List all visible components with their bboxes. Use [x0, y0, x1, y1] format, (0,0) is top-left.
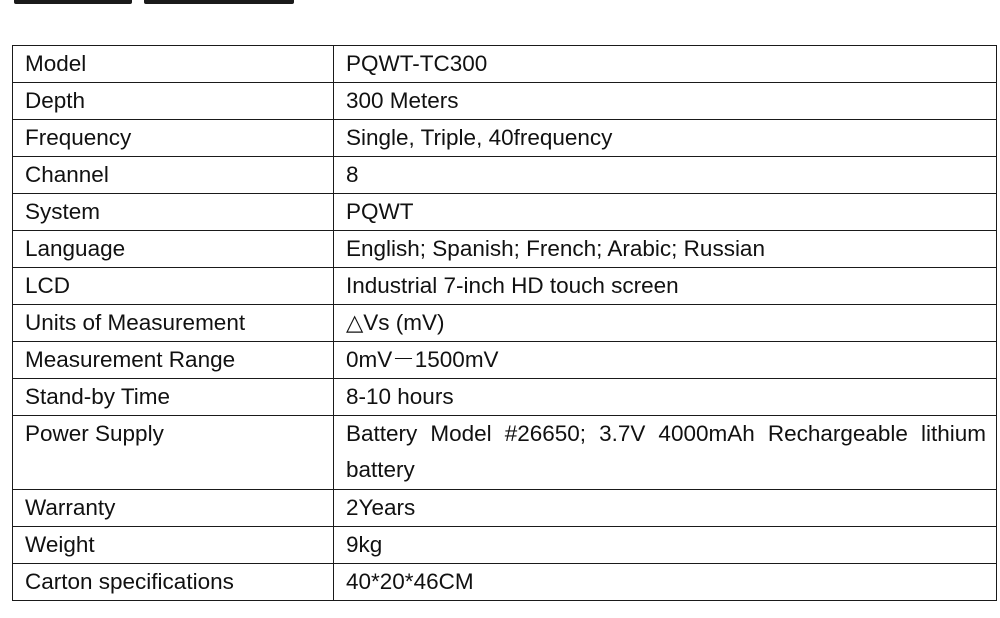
table-row — [13, 46, 997, 83]
spec-label: Weight — [13, 527, 334, 564]
spec-label: Model — [13, 46, 334, 83]
spec-value: 8-10 hours — [334, 379, 997, 416]
spec-value: 300 Meters — [334, 83, 997, 120]
table-row — [13, 305, 997, 342]
table-row — [13, 83, 997, 120]
clipped-section-heading — [14, 0, 314, 8]
table-row — [13, 564, 997, 601]
spec-value: Single, Triple, 40frequency — [334, 120, 997, 157]
spec-label: Warranty — [13, 490, 334, 527]
spec-value: △Vs (mV) — [334, 305, 997, 342]
spec-value: Battery Model #26650; 3.7V 4000mAh Rechargeable lithium battery — [334, 416, 997, 490]
spec-label: Frequency — [13, 120, 334, 157]
specification-table — [12, 45, 997, 601]
spec-value: English; Spanish; French; Arabic; Russian — [334, 231, 997, 268]
table-row — [13, 268, 997, 305]
spec-label: Measurement Range — [13, 342, 334, 379]
spec-label: Channel — [13, 157, 334, 194]
table-row — [13, 527, 997, 564]
spec-label: Depth — [13, 83, 334, 120]
spec-value: 9kg — [334, 527, 997, 564]
spec-value: PQWT-TC300 — [334, 46, 997, 83]
table-row — [13, 490, 997, 527]
spec-label: Carton specifications — [13, 564, 334, 601]
spec-label: Power Supply — [13, 416, 334, 490]
spec-value: PQWT — [334, 194, 997, 231]
table-row — [13, 157, 997, 194]
spec-label: LCD — [13, 268, 334, 305]
spec-label: Language — [13, 231, 334, 268]
spec-value: 8 — [334, 157, 997, 194]
table-row — [13, 194, 997, 231]
spec-value: 2Years — [334, 490, 997, 527]
spec-label: Units of Measurement — [13, 305, 334, 342]
table-row — [13, 416, 997, 490]
table-row — [13, 120, 997, 157]
spec-label: System — [13, 194, 334, 231]
spec-value: 40*20*46CM — [334, 564, 997, 601]
table-row — [13, 379, 997, 416]
spec-label: Stand-by Time — [13, 379, 334, 416]
spec-value: Industrial 7-inch HD touch screen — [334, 268, 997, 305]
table-row — [13, 342, 997, 379]
spec-value: 0mV－1500mV — [334, 342, 997, 379]
table-row — [13, 231, 997, 268]
